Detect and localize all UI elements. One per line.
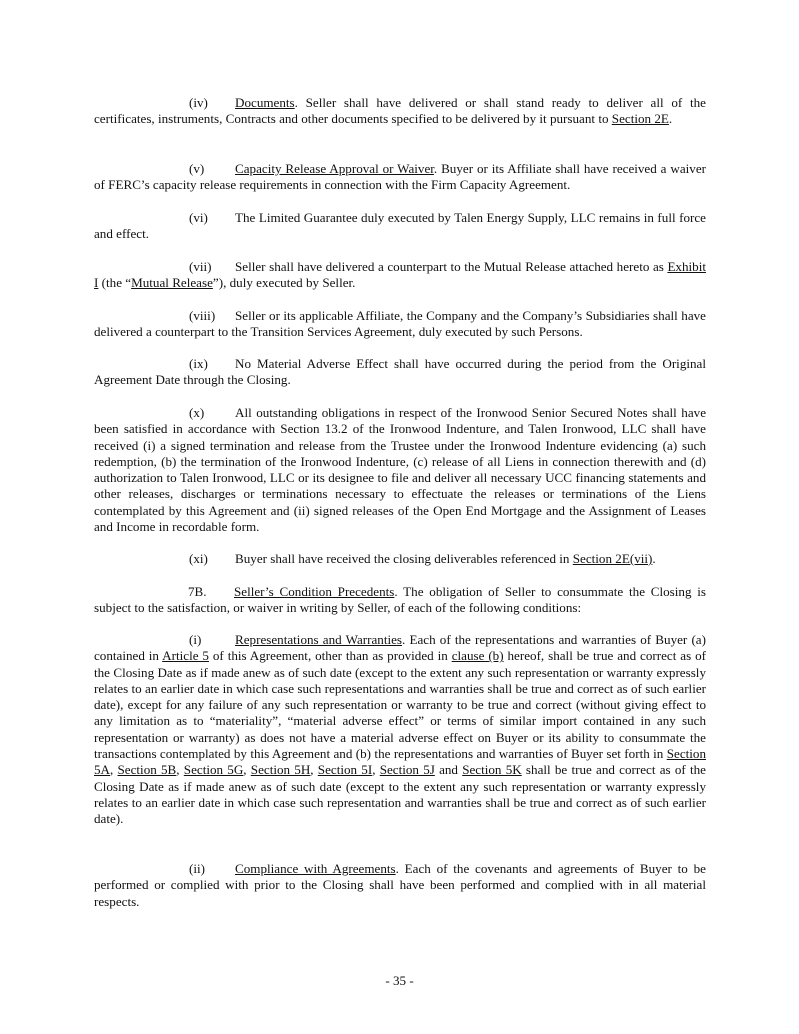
paragraph-viii: (viii) Seller or its applicable Affiliate, the Company and the Company’s Subsidiaries shall have delivered a counterpart to the Transition Services Agreement, duly executed by such Persons. — [94, 308, 706, 340]
item-number: (xi) — [189, 551, 208, 566]
item-number: (ii) — [189, 861, 205, 876]
section-ref: Section 5G — [183, 762, 244, 778]
section-heading: Seller’s Condition Precedents — [234, 584, 395, 599]
item-heading: Representations and Warranties — [235, 632, 403, 647]
defined-term: Mutual Release — [131, 275, 213, 291]
section-ref: Section 2E — [611, 111, 669, 127]
section-ref: Section 5K — [462, 762, 522, 778]
section-number: 7B. — [188, 584, 207, 599]
item-number: (viii) — [189, 308, 216, 323]
item-number: (ix) — [189, 356, 208, 371]
section-7b: 7B. Seller’s Condition Precedents. The obligation of Seller to consummate the Closing is subject to the satisfaction, or waiver in writing by Seller, of each of the following conditions: — [94, 584, 707, 616]
section-ref: Section 5J — [379, 762, 435, 778]
item-number: (i) — [189, 632, 202, 647]
section-ref: Section 5A — [94, 746, 706, 778]
item-heading: Documents — [235, 95, 295, 110]
paragraph-ii: (ii) Compliance with Agreements. Each of the covenants and agreements of Buyer to be performed or complied with prior to the Closing shall have been performed and complied with in all material respects. — [94, 861, 706, 909]
item-heading: Compliance with Agreements — [235, 861, 396, 876]
item-number: (vii) — [189, 259, 212, 274]
item-number: (vi) — [189, 210, 208, 225]
paragraph-vii: (vii) Seller shall have delivered a counterpart to the Mutual Release attached hereto as Exhibit I (the “Mutual Release”), duly executed by Seller. — [94, 259, 706, 291]
item-number: (iv) — [189, 95, 208, 110]
section-ref: Section 5H — [250, 762, 311, 778]
section-ref: Section 5I — [317, 762, 373, 778]
item-number: (x) — [189, 405, 205, 420]
section-ref: Section 5B — [117, 762, 177, 778]
paragraph-i: (i) Representations and Warranties. Each of the representations and warranties of Buyer (a) contained in Article 5 of this Agreement, other than as provided in clause (b) hereof, shall be true and correct as of the Closing Date as if made anew as of such date (except to the extent any such representation or warranty expressly relates to an earlier date in which case such representations and warranties shall be true and correct as of such earlier date), except for any failure of any such representation or warranty to be true and correct (without giving effect to any limitation as to “materiality”, “material adverse effect” or terms of similar import contained in any such representation or warranty) as does not have a material adverse effect on Buyer or its ability to consummate the transactions contemplated by this Agreement and (b) the representations and warranties of Buyer set forth in Section 5A, Section 5B, Section 5G, Section 5H, Section 5I, Section 5J and Section 5K shall be true and correct as of the Closing Date as if made anew as of such date (except to the extent any such representation or warranty expressly relates to an earlier date in which case such representation and warranties shall be true and correct as of such earlier date). — [94, 632, 706, 827]
clause-ref: clause (b) — [451, 648, 504, 664]
paragraph-v: (v) Capacity Release Approval or Waiver. Buyer or its Affiliate shall have received a waiver of FERC’s capacity release requirements in connection with the Firm Capacity Agreement. — [94, 161, 706, 193]
paragraph-iv: (iv) Documents. Seller shall have delivered or shall stand ready to deliver all of the certificates, instruments, Contracts and other documents specified to be delivered by it pursuant to Section 2E. — [94, 95, 706, 127]
section-ref: Section 2E(vii) — [572, 551, 653, 566]
exhibit-ref: Exhibit I — [94, 259, 706, 291]
item-number: (v) — [189, 161, 205, 176]
paragraph-vi: (vi) The Limited Guarantee duly executed by Talen Energy Supply, LLC remains in full force and effect. — [94, 210, 706, 242]
article-ref: Article 5 — [162, 648, 209, 664]
page-number: - 35 - — [385, 973, 414, 988]
paragraph-x: (x) All outstanding obligations in respect of the Ironwood Senior Secured Notes shall have been satisfied in accordance with Section 13.2 of the Ironwood Indenture, and Talen Ironwood, LLC shall have received (i) a signed termination and release from the Trustee under the Ironwood Indenture evidencing (a) such redemption, (b) the termination of the Ironwood Indenture, (c) release of all Liens in connection therewith and (d) authorization to Talen Ironwood, LLC or its designee to file and deliver all necessary UCC financing statements and other releases, discharges or terminations necessary to effectuate the releases or terminations of the Liens contemplated by this Agreement and (ii) signed releases of the Open End Mortgage and the Assignment of Leases and Income in recordable form. — [94, 405, 706, 535]
paragraph-ix: (ix) No Material Adverse Effect shall have occurred during the period from the Original Agreement Date through the Closing. — [94, 356, 706, 388]
item-heading: Capacity Release Approval or Waiver — [235, 161, 434, 176]
paragraph-xi: (xi) Buyer shall have received the closing deliverables referenced in Section 2E(vii). — [189, 551, 656, 566]
